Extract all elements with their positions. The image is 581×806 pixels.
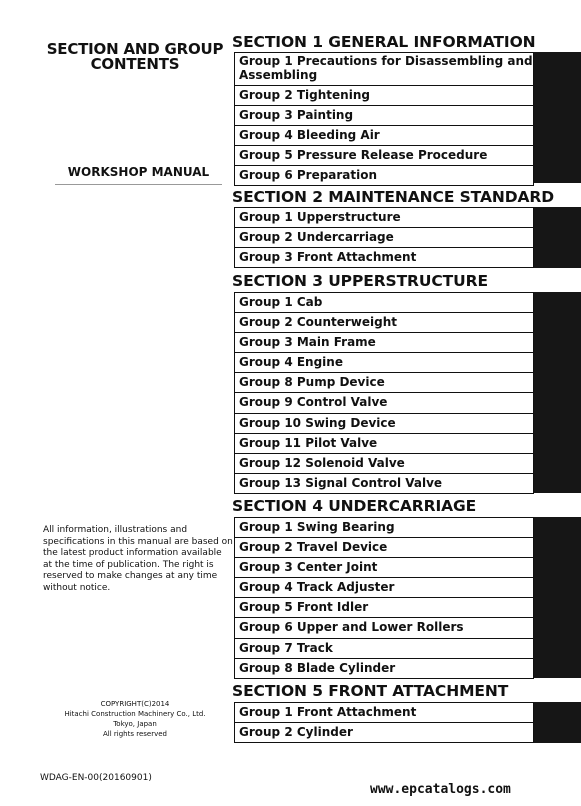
section-4-groups xyxy=(234,517,534,679)
section-3-groups xyxy=(234,292,534,494)
group-link[interactable]: Group 4 Track Adjuster xyxy=(234,578,534,598)
group-link[interactable]: Group 4 Bleeding Air xyxy=(234,126,534,146)
disclaimer-line: reserved to make changes at any time xyxy=(43,571,218,581)
section-5-tab[interactable] xyxy=(534,702,581,743)
section-4-tab[interactable] xyxy=(534,517,581,678)
group-link[interactable]: Group 2 Travel Device xyxy=(234,538,534,558)
group-link[interactable]: Group 2 Counterweight xyxy=(234,313,534,333)
group-link[interactable]: Group 7 Track xyxy=(234,639,534,659)
group-link[interactable]: Group 4 Engine xyxy=(234,353,534,373)
group-link[interactable]: Group 11 Pilot Valve xyxy=(234,434,534,454)
group-link[interactable]: Group 1 Precautions for Disassembling and Assembling xyxy=(234,53,534,86)
copyright-line: All rights reserved xyxy=(103,730,167,738)
section-2-title: SECTION 2 MAINTENANCE STANDARD xyxy=(232,188,554,206)
section-3-tab[interactable] xyxy=(534,292,581,493)
disclaimer-line: at the time of publication. The right is xyxy=(43,559,214,570)
group-link[interactable]: Group 13 Signal Control Valve xyxy=(234,474,534,494)
disclaimer-text xyxy=(43,525,233,594)
group-link[interactable]: Group 10 Swing Device xyxy=(234,414,534,434)
section-5-title: SECTION 5 FRONT ATTACHMENT xyxy=(232,682,509,700)
group-link[interactable]: Group 3 Front Attachment xyxy=(234,248,534,268)
contents-heading-line: SECTION AND GROUP xyxy=(46,40,224,58)
disclaimer-line: All information, illustrations and xyxy=(43,525,188,535)
document-code: WDAG-EN-00(20160901) xyxy=(40,773,152,783)
disclaimer-line: specifications in this manual are based on xyxy=(43,536,233,547)
group-link[interactable]: Group 3 Painting xyxy=(234,106,534,126)
group-link[interactable]: Group 3 Center Joint xyxy=(234,558,534,578)
copyright-notice xyxy=(40,699,230,739)
group-link[interactable]: Group 8 Pump Device xyxy=(234,373,534,393)
contents-heading xyxy=(40,42,230,72)
group-link[interactable]: Group 2 Tightening xyxy=(234,86,534,106)
group-link[interactable]: Group 5 Front Idler xyxy=(234,598,534,618)
disclaimer-line: without notice. xyxy=(43,582,111,593)
manual-type-label: WORKSHOP MANUAL xyxy=(55,164,222,185)
section-5-groups xyxy=(234,702,534,743)
section-4-title: SECTION 4 UNDERCARRIAGE xyxy=(232,497,477,515)
copyright-line: Hitachi Construction Machinery Co., Ltd. xyxy=(64,710,206,718)
group-link[interactable]: Group 3 Main Frame xyxy=(234,333,534,353)
group-link[interactable]: Group 1 Front Attachment xyxy=(234,703,534,723)
group-link[interactable]: Group 1 Cab xyxy=(234,293,534,313)
group-link[interactable]: Group 5 Pressure Release Procedure xyxy=(234,146,534,166)
contents-heading-line: CONTENTS xyxy=(90,55,180,73)
group-link[interactable]: Group 8 Blade Cylinder xyxy=(234,659,534,679)
group-link[interactable]: Group 9 Control Valve xyxy=(234,393,534,413)
section-1-title: SECTION 1 GENERAL INFORMATION xyxy=(232,33,536,51)
group-link[interactable]: Group 6 Preparation xyxy=(234,166,534,186)
section-2-tab[interactable] xyxy=(534,207,581,268)
watermark-text: www.epcatalogs.com xyxy=(370,782,511,797)
copyright-line: COPYRIGHT(C)2014 xyxy=(100,700,170,708)
group-link[interactable]: Group 2 Undercarriage xyxy=(234,228,534,248)
group-link[interactable]: Group 1 Upperstructure xyxy=(234,208,534,228)
section-2-groups xyxy=(234,207,534,268)
group-link[interactable]: Group 2 Cylinder xyxy=(234,723,534,743)
group-link[interactable]: Group 6 Upper and Lower Rollers xyxy=(234,618,534,638)
section-1-tab[interactable] xyxy=(534,52,581,183)
disclaimer-line: the latest product information available xyxy=(43,548,222,558)
group-link[interactable]: Group 12 Solenoid Valve xyxy=(234,454,534,474)
group-link[interactable]: Group 1 Swing Bearing xyxy=(234,518,534,538)
section-3-title: SECTION 3 UPPERSTRUCTURE xyxy=(232,272,488,290)
section-1-groups xyxy=(234,52,534,186)
copyright-line: Tokyo, Japan xyxy=(113,720,157,728)
